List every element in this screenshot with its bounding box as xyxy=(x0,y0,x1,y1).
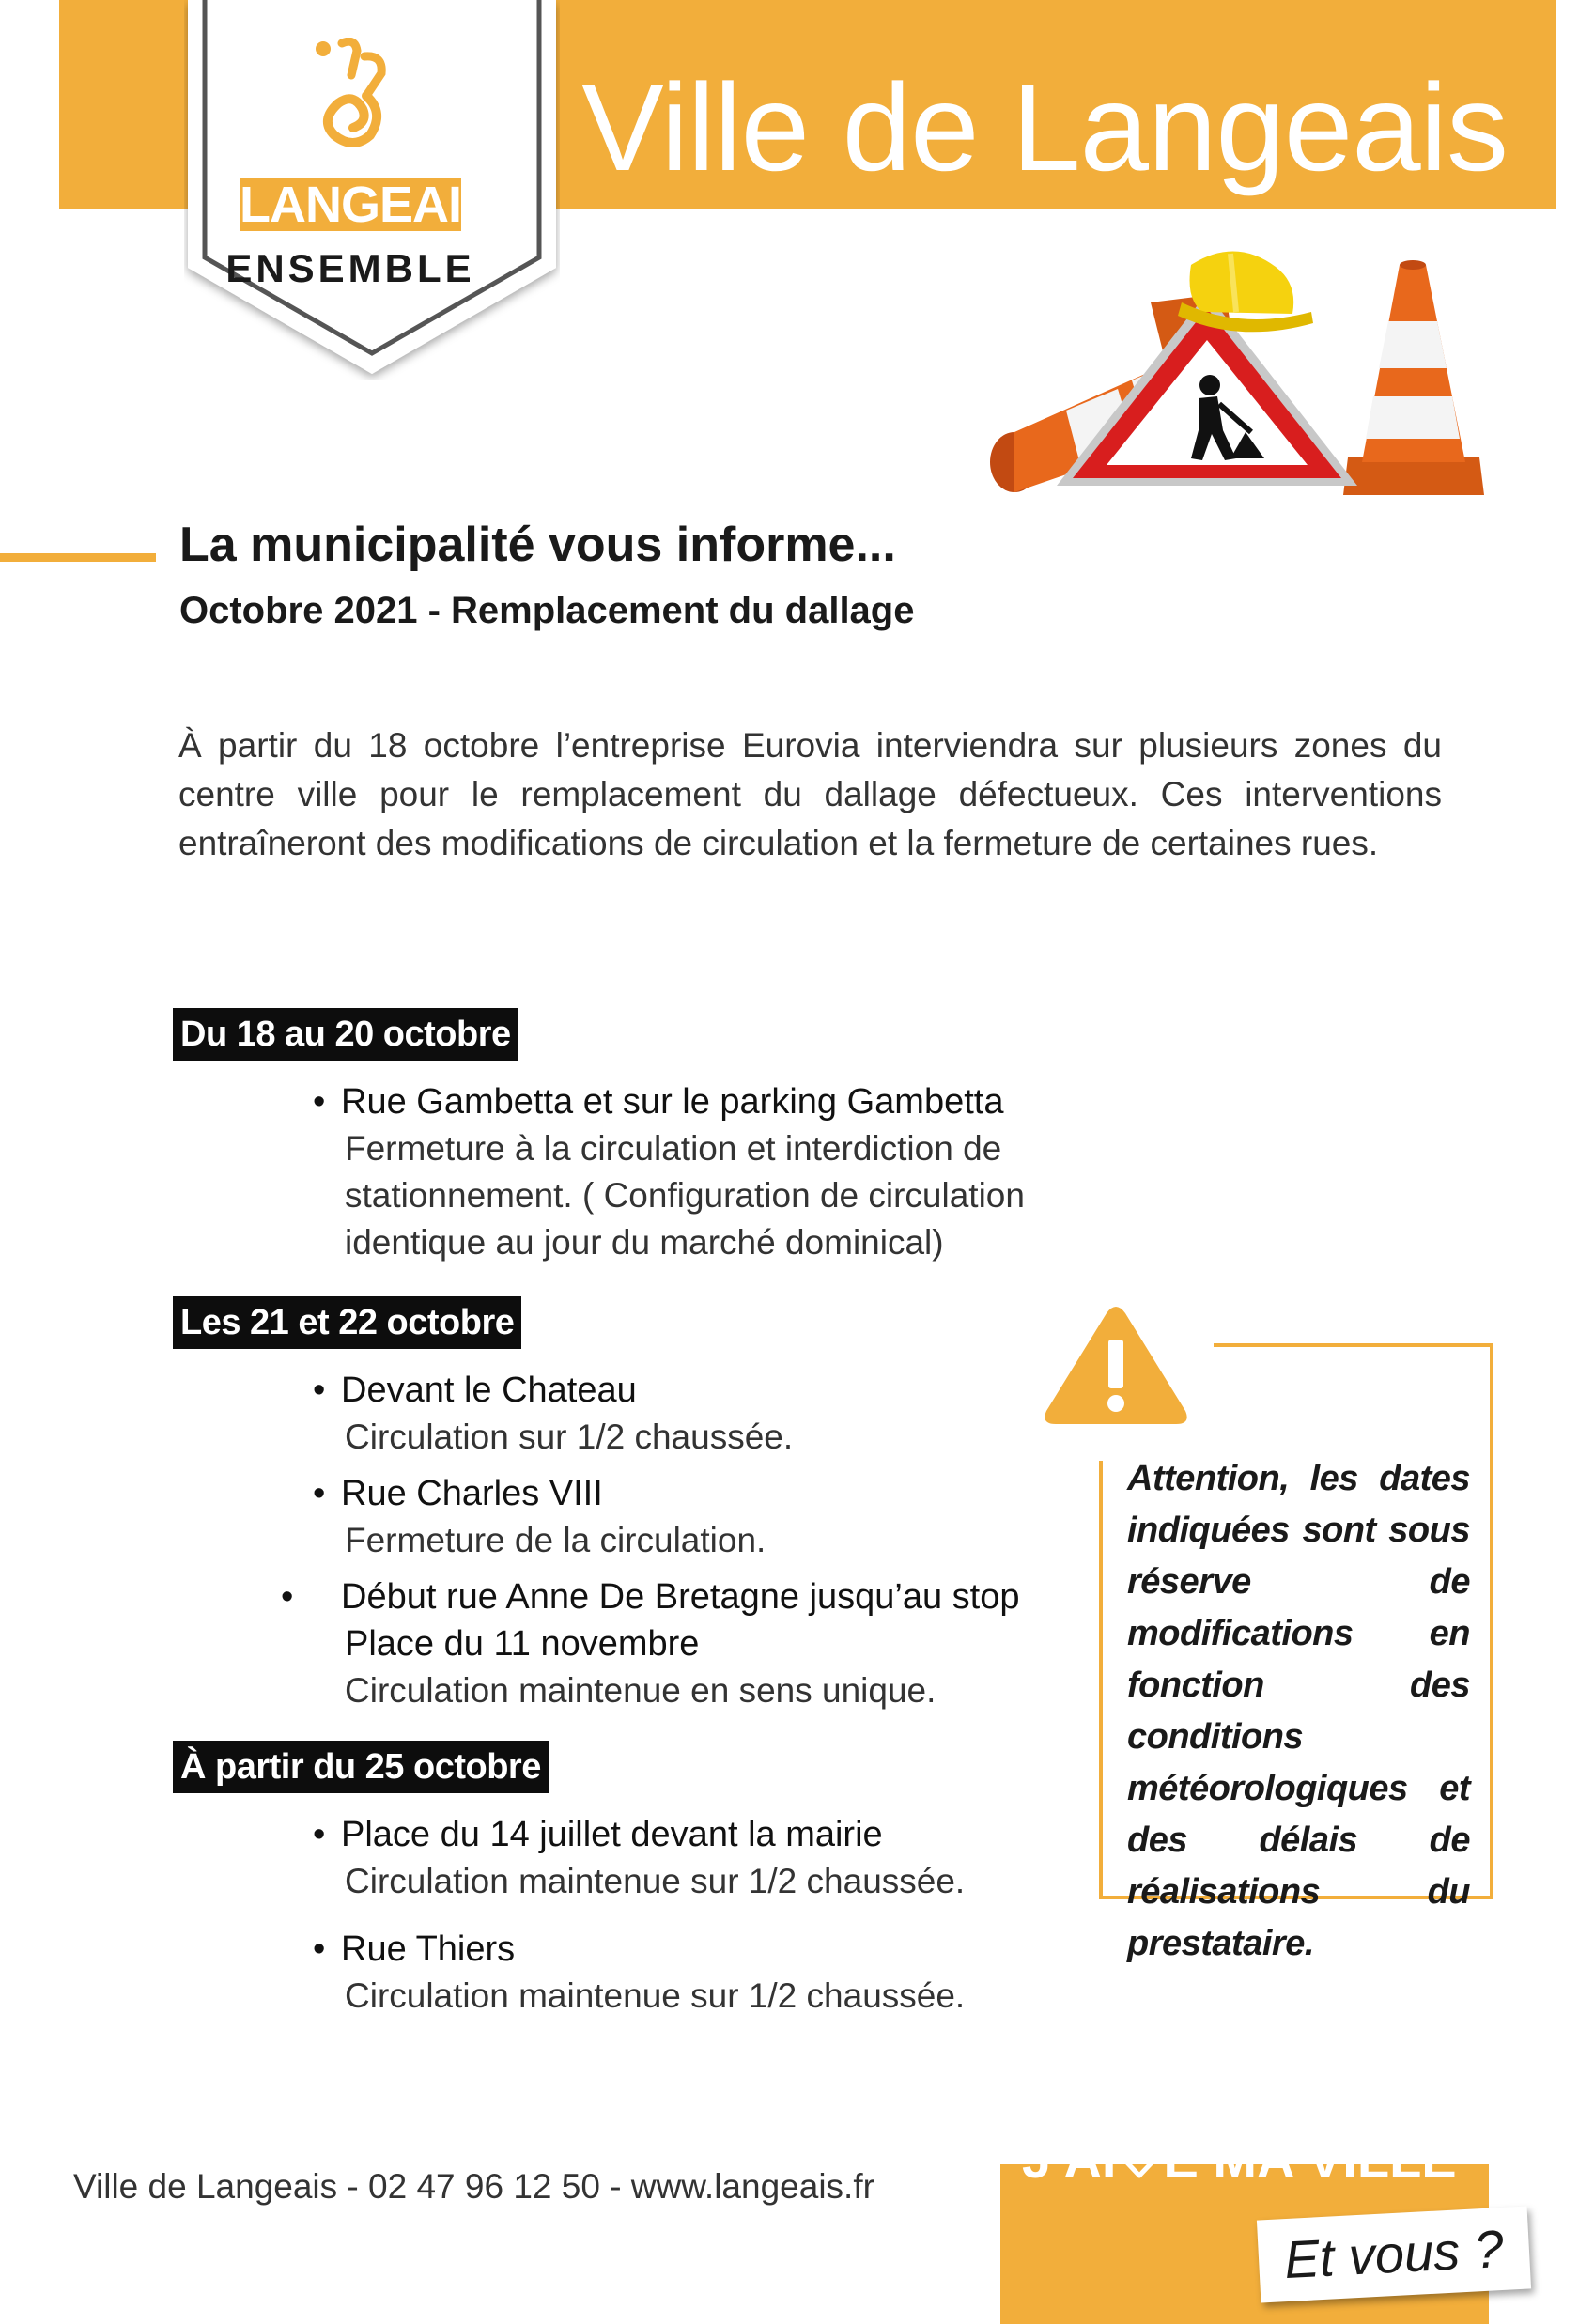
bullet-icon: • xyxy=(281,1577,294,1617)
bullet-icon: • xyxy=(313,1929,326,1969)
list-item xyxy=(313,1367,1102,1461)
warning-icon xyxy=(1043,1306,1189,1426)
heart-icon xyxy=(1116,2134,1163,2181)
slogan-part: J'AI xyxy=(1022,2130,1117,2189)
warning-text: Attention, les dates indiquées sont sous réserve de modifications en fonction des conditions météorologiques et des délais de réalisations du prestataire. xyxy=(1127,1459,1470,1963)
item-title: Place du 14 juillet devant la mairie xyxy=(341,1815,883,1854)
list-item xyxy=(313,1470,1102,1564)
bullet-icon: • xyxy=(313,1815,326,1854)
slogan-part: E MA VILLE xyxy=(1163,2130,1457,2189)
notice-subheading: Octobre 2021 - Remplacement du dallage xyxy=(179,590,915,631)
item-description: Fermeture à la circulation et interdiction de stationnement. ( Configuration de circulation identique au jour du marché dominical) xyxy=(345,1129,1025,1262)
item-title: Devant le Chateau xyxy=(341,1371,637,1410)
item-description: Fermeture de la circulation. xyxy=(345,1521,766,1559)
item-title: Rue Charles VIII xyxy=(341,1474,603,1513)
brand-name: LANGEAIS xyxy=(240,177,495,233)
bullet-icon: • xyxy=(313,1371,326,1410)
roadworks-illustration xyxy=(977,246,1484,504)
list-item xyxy=(281,1573,1036,1714)
date-label: Les 21 et 22 octobre xyxy=(173,1296,521,1349)
item-title: Rue Thiers xyxy=(341,1929,516,1969)
item-description: Circulation maintenue sur 1/2 chaussée. xyxy=(345,1862,966,1900)
intro-paragraph: À partir du 18 octobre l’entreprise Eurovia interviendra sur plusieurs zones du centre ville pour le remplacement du dallage défectueux. Ces interventions entraîneront des modifications de circulation et la fermeture de certaines rues. xyxy=(178,726,1442,862)
et-vous-tag: Et vous ? xyxy=(1257,2207,1531,2303)
slogan xyxy=(1022,2129,1457,2190)
date-label: Du 18 au 20 octobre xyxy=(173,1008,518,1061)
traffic-cone-icon xyxy=(1343,260,1484,495)
contact-line: Ville de Langeais - 02 47 96 12 50 - www.langeais.fr xyxy=(73,2167,874,2206)
item-description: Circulation maintenue en sens unique. xyxy=(345,1671,936,1710)
bullet-icon: • xyxy=(313,1474,326,1513)
list-item xyxy=(313,1078,1102,1266)
brand-mark-icon xyxy=(310,38,395,150)
item-title: Début rue Anne De Bretagne jusqu’au stop Place du 11 novembre xyxy=(341,1577,1020,1664)
bullet-icon: • xyxy=(313,1082,326,1122)
list-item xyxy=(313,1926,1102,2020)
heading-accent-rule xyxy=(0,553,156,562)
page-title: Ville de Langeais xyxy=(580,58,1508,196)
item-description: Circulation maintenue sur 1/2 chaussée. xyxy=(345,1976,966,2015)
item-title: Rue Gambetta et sur le parking Gambetta xyxy=(341,1082,1004,1122)
item-description: Circulation sur 1/2 chaussée. xyxy=(345,1418,794,1456)
date-label: À partir du 25 octobre xyxy=(173,1741,549,1793)
brand-tagline: ENSEMBLE xyxy=(225,246,475,290)
notice-heading: La municipalité vous informe... xyxy=(179,518,896,572)
list-item xyxy=(313,1811,1102,1905)
hard-hat-icon xyxy=(1178,251,1313,332)
